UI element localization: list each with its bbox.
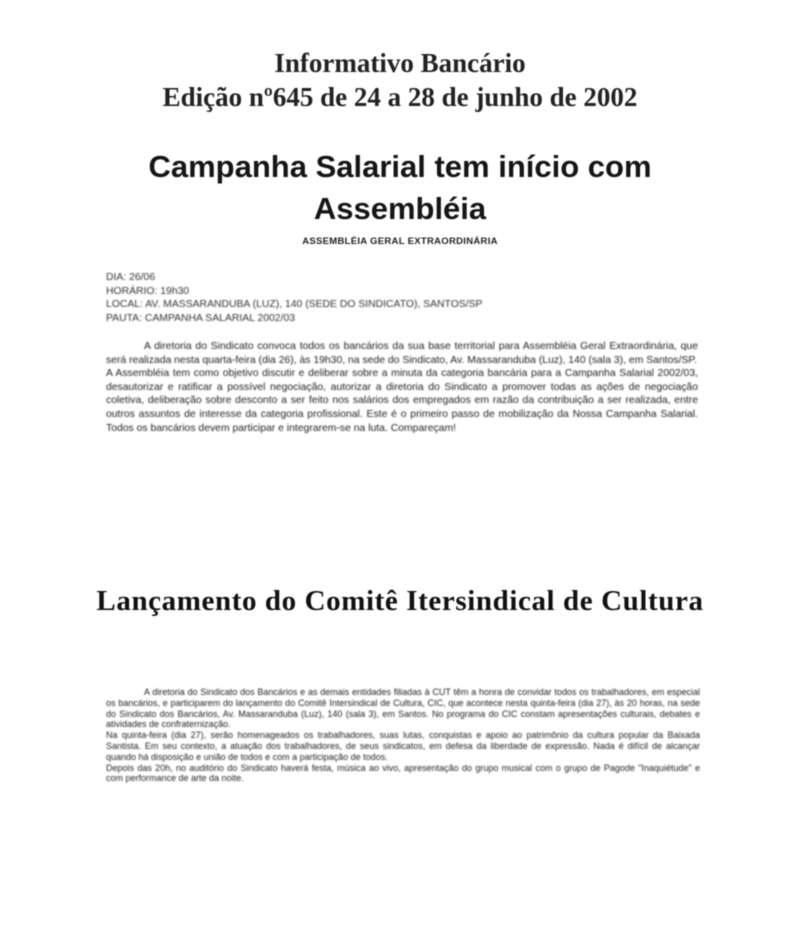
meeting-info [106,271,696,325]
article-1-kicker: ASSEMBLÉIA GERAL EXTRAORDINÁRIA [302,236,498,247]
newsletter-masthead [0,46,800,114]
edition-line: Edição nº645 de 24 a 28 de junho de 2002 [162,82,638,112]
article-2-paragraph: Depois das 20h, no auditório do Sindicato haverá festa, música ao vivo, apresentação do grupo musical com o grupo de Pagode "Inaquiétude" e com performance de arte da noite. [106,762,700,784]
meeting-location: LOCAL: AV. MASSARANDUBA (LUZ), 140 (SEDE DO SINDICATO), SANTOS/SP [106,299,483,310]
meeting-agenda: PAUTA: CAMPANHA SALARIAL 2002/03 [106,312,296,324]
article-2-body [106,687,700,784]
article-2-headline: Lançamento do Comitê Itersindical de Cultura [96,585,704,617]
meeting-time: HORÁRIO: 19h30 [106,285,190,297]
article-2-paragraph: A diretoria do Sindicato dos Bancários e as demais entidades filiadas à CUT têm a honra de convidar todos os trabalhadores, em especial os bancários, e participarem do lançamento do Comitê Intersindical de Cultura, CIC, que acontece nesta quinta-feira (dia 27), às 20 horas, na sede do Sindicato dos Bancários, Av. Massaranduba (Luz), 140 (sala 3), em Santos. No programa do CIC constam apresentações culturais, debates e atividades de confraternização. [106,687,700,730]
article-1-paragraph: A Assembléia tem como objetivo discutir e deliberar sobre a minuta da categoria bancária para a Campanha Salarial 2002/03, desautorizar e ratificar a possível negociação, autorizar a diretoria do Sindicato a promover todas as ações de negociação coletiva, deliberação sobre desconto a ser feito nos salários dos empregados em razão da contribuição a ser realizada, entre outros assuntos de interesse da categoria profissional. Este é o primeiro passo de mobilização da Nossa Campanha Salarial. Todos os bancários devem participar e integrarem-se na luta. Compareçam! [106,368,698,434]
article-1-body [106,340,698,435]
article-1-headline: Campanha Salarial tem início com Assembléia [148,149,652,226]
newsletter-name: Informativo Bancário [274,48,526,78]
meeting-date: DIA: 26/06 [106,272,156,283]
article-1-paragraph: A diretoria do Sindicato convoca todos os bancários da sua base territorial para Assembléia Geral Extraordinária, que será realizada nesta quarta-feira (dia 26), às 19h30, na sede do Sindicato, Av. Massaranduba (Luz), 140 (sala 3), em Santos/SP. [106,341,698,366]
article-2-paragraph: Na quinta-feira (dia 27), serão homenageados os trabalhadores, suas lutas, conquistas e apoio ao patrimônio da cultura popular da Baixada Santista. Em seu contexto, a atuação dos trabalhadores, de seus sindicatos, em defesa da liberdade de expressão. Nada é difícil de alcançar quando há disposição e união de todos e com a participação de todos. [106,730,700,762]
